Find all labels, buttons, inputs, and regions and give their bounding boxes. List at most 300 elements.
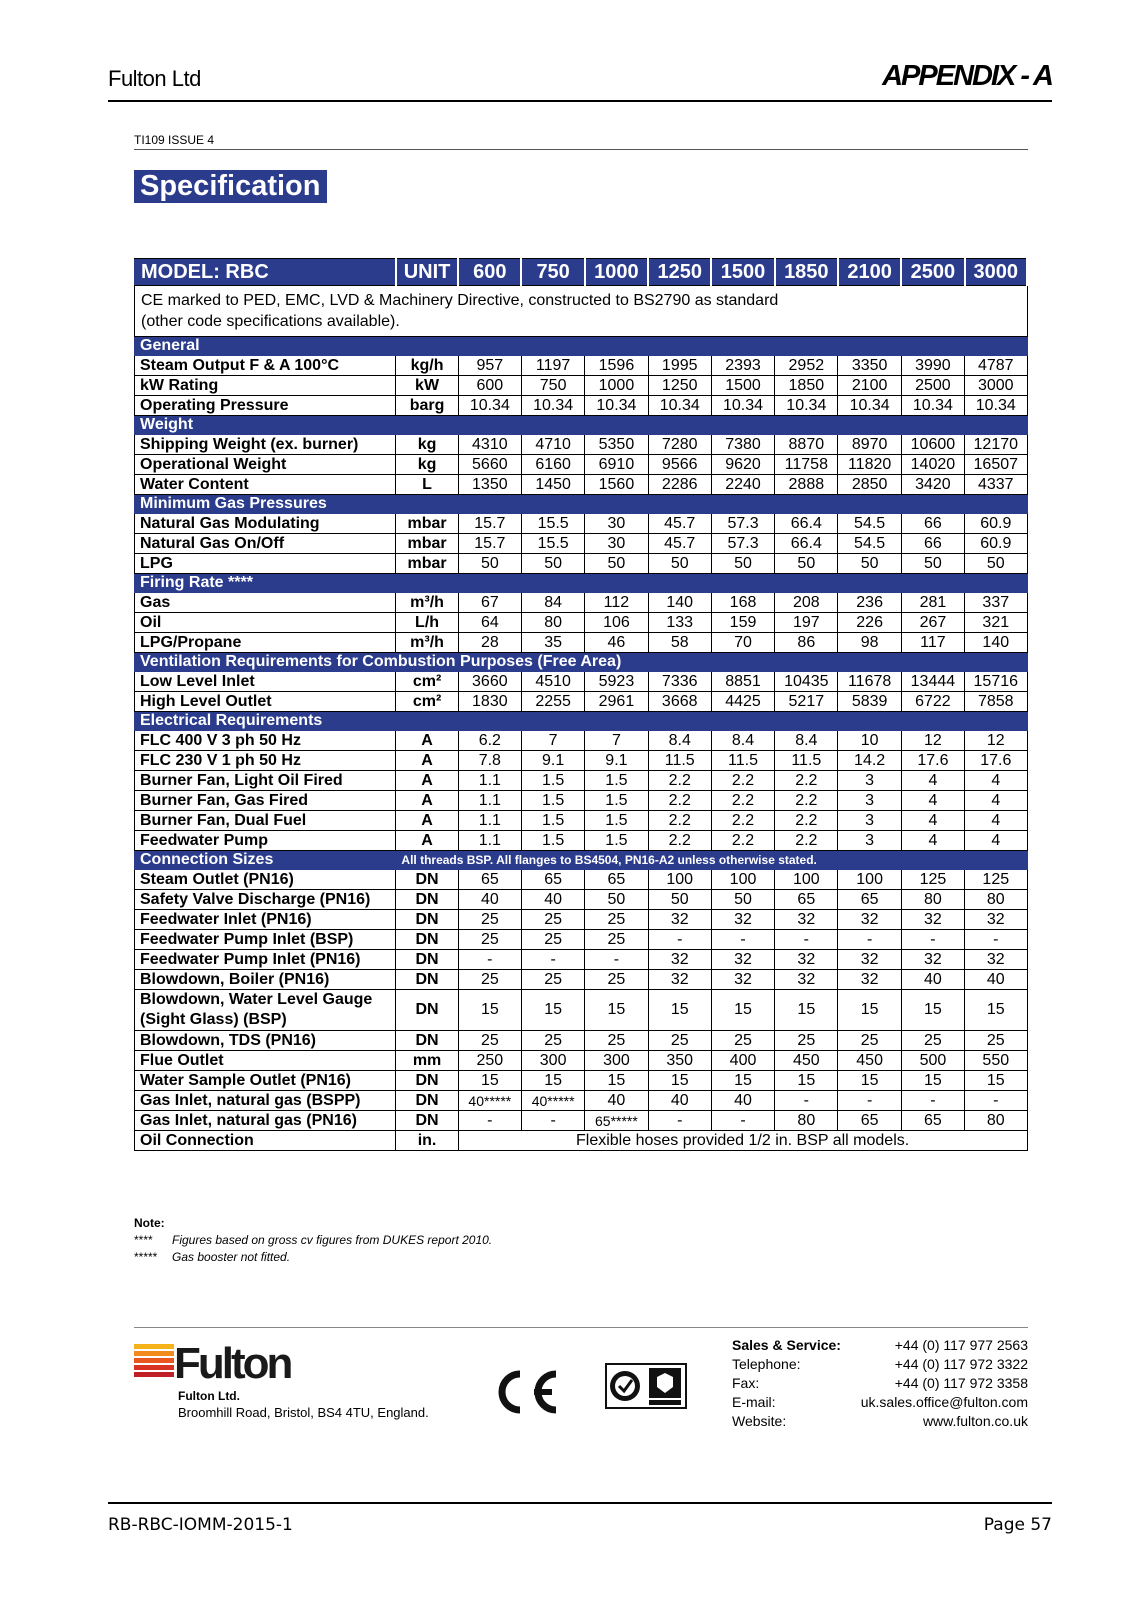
value-cell: 1250 [648,376,711,396]
value-cell: 10 [838,731,901,751]
table-row [135,751,1028,771]
row-unit: L [396,475,458,495]
value-cell: 25 [458,930,521,950]
table-row [135,731,1028,751]
row-label: Flue Outlet [135,1051,396,1071]
row-label: Blowdown, Water Level Gauge (Sight Glass) (BSP) [135,990,396,1031]
value-cell: 9620 [711,455,774,475]
value-cell: 60.9 [965,514,1027,534]
value-cell: - [711,930,774,950]
table-row [135,970,1028,990]
value-cell: 15 [648,1071,711,1091]
value-cell: 4 [901,831,964,851]
table-row [135,831,1028,851]
table-row [135,950,1028,970]
value-cell: 300 [521,1051,584,1071]
value-cell: 4337 [965,475,1027,495]
value-cell: 1995 [648,356,711,376]
value-cell: 32 [965,910,1027,930]
value-cell: 40 [585,1091,648,1111]
value-cell: 15 [458,990,521,1031]
value-cell: - [458,950,521,970]
value-cell: 4310 [458,435,521,455]
table-row [135,910,1028,930]
value-cell: 40 [648,1091,711,1111]
value-cell: 106 [585,613,648,633]
table-row [135,554,1028,574]
value-cell: 2.2 [648,811,711,831]
row-label: Blowdown, TDS (PN16) [135,1031,396,1051]
row-label: Burner Fan, Dual Fuel [135,811,396,831]
note-label: Note: [134,1216,165,1230]
value-cell: 65 [901,1111,964,1131]
value-cell: 17.6 [901,751,964,771]
reference-rule [134,149,1028,150]
value-cell: - [648,930,711,950]
value-cell: 7380 [711,435,774,455]
value-cell: 15 [711,990,774,1031]
value-cell: - [458,1111,521,1131]
row-unit: DN [396,1111,458,1131]
value-cell: 8.4 [648,731,711,751]
value-cell: 7858 [965,692,1027,712]
value-cell: 15 [775,990,838,1031]
row-label: Burner Fan, Light Oil Fired [135,771,396,791]
value-cell: 40***** [521,1091,584,1111]
row-label: Gas Inlet, natural gas (BSPP) [135,1091,396,1111]
value-cell: 750 [521,376,584,396]
value-cell: 2.2 [775,831,838,851]
value-cell: 500 [901,1051,964,1071]
value-cell: 14020 [901,455,964,475]
value-cell: 40 [965,970,1027,990]
page-number: Page 57 [983,1515,1052,1535]
value-cell: 15 [458,1071,521,1091]
oil-connection-text: Flexible hoses provided 1/2 in. BSP all models. [458,1131,1027,1151]
value-cell: 2.2 [711,791,774,811]
value-cell: 32 [838,970,901,990]
value-cell: 9.1 [585,751,648,771]
value-cell: 50 [521,554,584,574]
value-cell: 65***** [585,1111,648,1131]
value-cell: 1.5 [521,831,584,851]
value-cell: 3420 [901,475,964,495]
value-cell: 25 [711,1031,774,1051]
note-text: Figures based on gross cv figures from DUKES report 2010. [172,1233,493,1247]
row-label: Feedwater Pump [135,831,396,851]
value-cell: 10.34 [838,396,901,416]
value-cell: 11.5 [775,751,838,771]
value-cell: 57.3 [711,514,774,534]
value-cell: - [901,930,964,950]
table-row [135,534,1028,554]
row-unit: DN [396,910,458,930]
model-column-header: 1500 [711,259,774,286]
header-rule [108,100,1052,102]
value-cell: - [521,1111,584,1131]
value-cell: 15 [838,990,901,1031]
value-cell: 25 [521,970,584,990]
note-item [134,1233,492,1247]
value-cell: - [521,950,584,970]
row-label: kW Rating [135,376,396,396]
row-unit: mbar [396,514,458,534]
value-cell: 1000 [585,376,648,396]
row-unit: L/h [396,613,458,633]
row-label: Feedwater Pump Inlet (BSP) [135,930,396,950]
value-cell: 236 [838,593,901,613]
intro-row [135,286,1028,337]
value-cell: 4 [965,831,1027,851]
table-row [135,890,1028,910]
value-cell: 1850 [775,376,838,396]
value-cell: 25 [775,1031,838,1051]
contact-value: +44 (0) 117 977 2563 [894,1337,1028,1353]
section-header-row [135,712,1028,731]
row-unit: kg [396,455,458,475]
value-cell: 226 [838,613,901,633]
value-cell: 2961 [585,692,648,712]
value-cell: 32 [901,950,964,970]
value-cell: 65 [838,1111,901,1131]
value-cell: 2.2 [648,791,711,811]
row-unit: DN [396,890,458,910]
value-cell: 267 [901,613,964,633]
value-cell: 168 [711,593,774,613]
table-row [135,990,1028,1031]
row-unit: DN [396,930,458,950]
value-cell: 50 [901,554,964,574]
value-cell: 80 [775,1111,838,1131]
value-cell: 2.2 [775,771,838,791]
value-cell: 66.4 [775,534,838,554]
value-cell: 84 [521,593,584,613]
value-cell: 6722 [901,692,964,712]
value-cell: 1560 [585,475,648,495]
value-cell: 11.5 [711,751,774,771]
value-cell: 1.5 [585,791,648,811]
value-cell: 125 [901,870,964,890]
value-cell: 50 [838,554,901,574]
value-cell: 11678 [838,672,901,692]
value-cell: 117 [901,633,964,653]
value-cell: 15 [648,990,711,1031]
contact-label: Website: [732,1413,787,1429]
value-cell: 337 [965,593,1027,613]
value-cell: 2888 [775,475,838,495]
value-cell: 350 [648,1051,711,1071]
value-cell: 6910 [585,455,648,475]
intro-line: (other code specifications available). [141,313,400,330]
value-cell: 1.5 [585,831,648,851]
row-unit: mm [396,1051,458,1071]
table-row [135,811,1028,831]
value-cell: 5923 [585,672,648,692]
value-cell: 10600 [901,435,964,455]
value-cell: 250 [458,1051,521,1071]
row-unit: A [396,751,458,771]
value-cell: 50 [775,554,838,574]
bsi-ukas-certification-icon [605,1363,687,1409]
ce-mark-icon [490,1368,562,1416]
value-cell: 40 [458,890,521,910]
contact-row [732,1374,1028,1393]
row-label: Blowdown, Boiler (PN16) [135,970,396,990]
table-row [135,356,1028,376]
table-row [135,376,1028,396]
table-header-row [135,259,1028,286]
row-unit: DN [396,990,458,1031]
model-column-header: 1850 [775,259,838,286]
value-cell: 1.5 [585,771,648,791]
row-label: Safety Valve Discharge (PN16) [135,890,396,910]
value-cell: 15 [521,990,584,1031]
value-cell: 5217 [775,692,838,712]
table-row [135,633,1028,653]
row-label: Gas Inlet, natural gas (PN16) [135,1111,396,1131]
value-cell: 40 [521,890,584,910]
value-cell: - [775,1091,838,1111]
value-cell: 15 [521,1071,584,1091]
value-cell: 28 [458,633,521,653]
value-cell: 2.2 [711,771,774,791]
value-cell: 1.5 [585,811,648,831]
value-cell: 66 [901,514,964,534]
value-cell: 1.1 [458,811,521,831]
value-cell: 32 [838,950,901,970]
value-cell: 2.2 [648,831,711,851]
contact-block [732,1336,1028,1431]
value-cell: 45.7 [648,514,711,534]
fulton-logo [134,1338,300,1382]
value-cell: 1.5 [521,771,584,791]
value-cell: 550 [965,1051,1027,1071]
value-cell: - [965,1091,1027,1111]
intro-line: CE marked to PED, EMC, LVD & Machinery Directive, constructed to BS2790 as standard [141,292,779,309]
value-cell: 2393 [711,356,774,376]
table-row [135,692,1028,712]
value-cell: 2240 [711,475,774,495]
value-cell: 10.34 [965,396,1027,416]
value-cell: 1.1 [458,831,521,851]
value-cell: 2286 [648,475,711,495]
model-column-header: 1250 [648,259,711,286]
email-link[interactable]: uk.sales.office@fulton.com [860,1394,1028,1410]
note-item [134,1250,290,1264]
value-cell: 11820 [838,455,901,475]
value-cell: 7280 [648,435,711,455]
table-row [135,435,1028,455]
row-label: Burner Fan, Gas Fired [135,791,396,811]
value-cell: 35 [521,633,584,653]
value-cell: 15 [965,990,1027,1031]
value-cell: 50 [648,890,711,910]
contact-row [732,1393,1028,1412]
footer-rule [134,1327,1028,1328]
value-cell: 3 [838,811,901,831]
value-cell: 32 [838,910,901,930]
value-cell: 10.34 [711,396,774,416]
section-header-row [135,495,1028,514]
table-row [135,1071,1028,1091]
table-row [135,1051,1028,1071]
row-label: Water Content [135,475,396,495]
header-company: Fulton Ltd [108,66,201,91]
row-unit: DN [396,950,458,970]
model-column-header: 2100 [838,259,901,286]
value-cell: 2500 [901,376,964,396]
value-cell: 15.7 [458,534,521,554]
row-label: FLC 230 V 1 ph 50 Hz [135,751,396,771]
section-header-row [135,337,1028,356]
value-cell: 125 [965,870,1027,890]
value-cell: 50 [585,890,648,910]
value-cell: - [648,1111,711,1131]
value-cell: 3990 [901,356,964,376]
value-cell: 40***** [458,1091,521,1111]
value-cell: 25 [901,1031,964,1051]
value-cell: - [838,1091,901,1111]
value-cell: 100 [775,870,838,890]
logo-text: Fulton [174,1339,291,1382]
value-cell: 25 [458,1031,521,1051]
value-cell: 4 [901,791,964,811]
contact-value: +44 (0) 117 972 3322 [894,1356,1028,1372]
value-cell: 64 [458,613,521,633]
value-cell: 70 [711,633,774,653]
model-column-header: 1000 [585,259,648,286]
section-title: General [135,337,1028,356]
value-cell: 1500 [711,376,774,396]
row-unit: A [396,771,458,791]
row-unit: m³/h [396,593,458,613]
value-cell: 100 [838,870,901,890]
value-cell: 5839 [838,692,901,712]
value-cell: 58 [648,633,711,653]
section-header-row [135,851,1028,870]
value-cell: 6160 [521,455,584,475]
website-link[interactable]: www.fulton.co.uk [922,1413,1028,1429]
contact-row [732,1355,1028,1374]
table-row [135,771,1028,791]
value-cell: 208 [775,593,838,613]
value-cell: 54.5 [838,514,901,534]
contact-label: Fax: [732,1375,760,1391]
section-title: Electrical Requirements [135,712,1028,731]
table-row [135,475,1028,495]
value-cell: 25 [458,970,521,990]
value-cell: 7 [585,731,648,751]
value-cell: 25 [585,1031,648,1051]
value-cell: 15 [901,990,964,1031]
model-column-header: 600 [458,259,521,286]
row-unit: m³/h [396,633,458,653]
value-cell: 5660 [458,455,521,475]
value-cell: 32 [711,970,774,990]
value-cell: 17.6 [965,751,1027,771]
model-column-header: 750 [521,259,584,286]
section-title: Firing Rate **** [135,574,1028,593]
model-header: MODEL: RBC [135,259,396,286]
value-cell: 1197 [521,356,584,376]
value-cell: 4 [965,791,1027,811]
section-title: Minimum Gas Pressures [135,495,1028,514]
value-cell: 15 [585,990,648,1031]
value-cell: 7336 [648,672,711,692]
value-cell: 15 [838,1071,901,1091]
table-row [135,672,1028,692]
value-cell: 3668 [648,692,711,712]
intro-text [135,286,1028,337]
section-title: Weight [135,416,1028,435]
section-title: Ventilation Requirements for Combustion Purposes (Free Area) [135,653,1028,672]
value-cell: 11.5 [648,751,711,771]
value-cell: 7 [521,731,584,751]
value-cell: 25 [521,930,584,950]
value-cell: 25 [838,1031,901,1051]
value-cell: 32 [775,970,838,990]
row-unit: mbar [396,534,458,554]
value-cell: 50 [965,554,1027,574]
value-cell: 57.3 [711,534,774,554]
row-unit: cm² [396,692,458,712]
value-cell: 32 [965,950,1027,970]
value-cell: 5350 [585,435,648,455]
value-cell: 65 [838,890,901,910]
bottom-rule [108,1502,1052,1504]
row-label: Steam Output F & A 100°C [135,356,396,376]
row-label: Oil [135,613,396,633]
value-cell: 60.9 [965,534,1027,554]
value-cell: 80 [521,613,584,633]
note-marker: **** [134,1233,153,1247]
value-cell: 3350 [838,356,901,376]
row-label: Operational Weight [135,455,396,475]
row-label: Operating Pressure [135,396,396,416]
row-unit: barg [396,396,458,416]
value-cell: 65 [458,870,521,890]
value-cell: 50 [458,554,521,574]
value-cell: - [585,950,648,970]
row-label: Natural Gas On/Off [135,534,396,554]
value-cell: 50 [711,554,774,574]
value-cell: 10.34 [901,396,964,416]
value-cell: 10.34 [648,396,711,416]
document-code: RB-RBC-IOMM-2015-1 [108,1515,293,1535]
value-cell: 15.7 [458,514,521,534]
row-unit: DN [396,1071,458,1091]
value-cell: 159 [711,613,774,633]
row-unit: cm² [396,672,458,692]
value-cell: 10435 [775,672,838,692]
value-cell: - [901,1091,964,1111]
row-unit: mbar [396,554,458,574]
value-cell: 2.2 [648,771,711,791]
value-cell: 15 [901,1071,964,1091]
value-cell: 4 [965,771,1027,791]
table-row [135,870,1028,890]
value-cell: 1.5 [521,811,584,831]
value-cell: 2952 [775,356,838,376]
table-row [135,396,1028,416]
value-cell: - [965,930,1027,950]
table-row [135,1111,1028,1131]
value-cell: 32 [711,910,774,930]
value-cell: 80 [965,1111,1027,1131]
value-cell: 32 [775,910,838,930]
value-cell: 25 [965,1031,1027,1051]
value-cell: 32 [648,970,711,990]
